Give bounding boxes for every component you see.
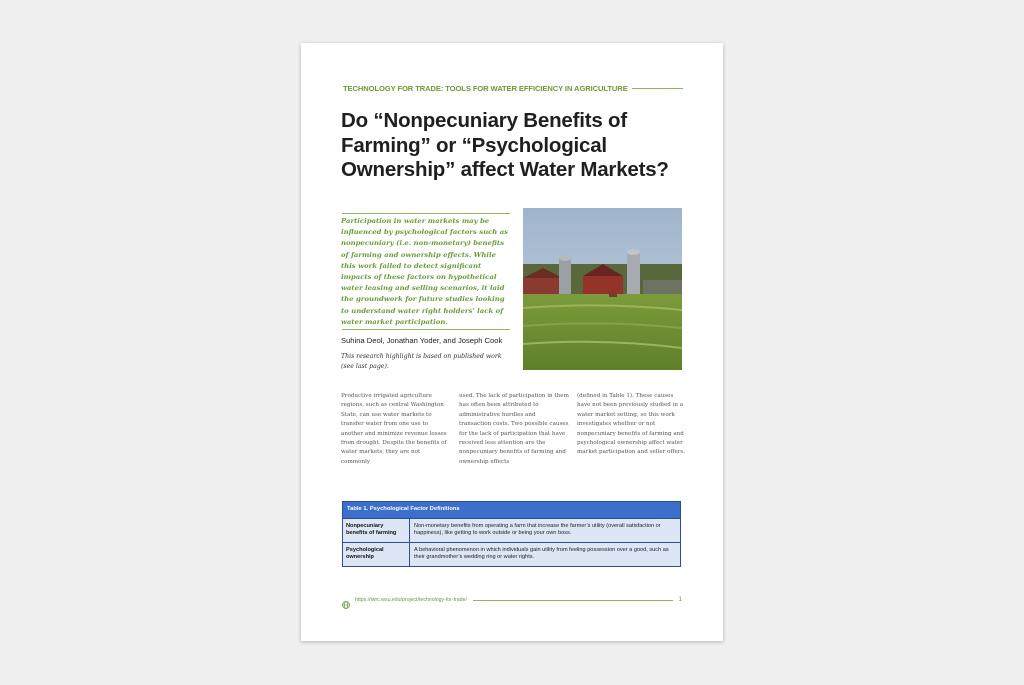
research-note: This research highlight is based on published work (see last page). bbox=[341, 353, 502, 370]
kicker-rule bbox=[632, 88, 683, 89]
summary-text: Participation in water markets may be influenced by psychological factors such as nonpecuniary (i.e. non-monetary) benefits of farming and ownership effects. While this work failed to detect significant impacts of these factors on hypothetical water leasing and selling scenarios, it laid the groundwork for future studies looking to understand water right holders’ lack of water market participation. bbox=[341, 217, 509, 326]
definitions-table bbox=[342, 501, 681, 567]
table-title: Table 1. Psychological Factor Definitions bbox=[343, 502, 680, 518]
footer-link[interactable]: https://iwrc.wsu.edu/project/technology-for-trade/ bbox=[355, 597, 467, 603]
table-definition: Non-monetary benefits from operating a farm that increase the farmer’s utility (overall satisfaction or happiness), like getting to work outside or being your own boss. bbox=[414, 523, 661, 537]
page-number: 1 bbox=[678, 597, 682, 603]
summary-top-rule bbox=[342, 213, 510, 214]
table-term: Nonpecuniary benefits of farming bbox=[343, 519, 410, 542]
table-definition: A behavioral phenomenon in which individuals gain utility from feeling possession over a good, such as their grandmother’s wedding ring or water rights. bbox=[414, 546, 669, 561]
farm-photo bbox=[523, 208, 682, 370]
summary-bottom-rule bbox=[342, 329, 510, 330]
globe-icon bbox=[342, 596, 350, 604]
table-row bbox=[343, 542, 680, 566]
page-footer bbox=[342, 596, 682, 604]
table-term: Psychological ownership bbox=[343, 543, 410, 566]
authors-line: Suhina Deol, Jonathan Yoder, and Joseph Cook bbox=[341, 336, 503, 345]
table-row bbox=[343, 518, 680, 542]
footer-rule bbox=[473, 600, 673, 601]
series-kicker: TECHNOLOGY FOR TRADE: TOOLS FOR WATER EFFICIENCY IN AGRICULTURE bbox=[343, 84, 628, 93]
body-column-2: used. The lack of participation in them has often been attributed to administrative hurdles and transaction costs. Two possible causes for the lack of participation that have received less attention are the nonpecuniary benefits of farming and ownership effects bbox=[459, 393, 569, 465]
body-column-1: Productive irrigated agriculture regions, such as central Washington State, can use water markets to transfer water from one use to another and minimize revenue losses from drought. Despite the benefits of water markets, they are not commonly bbox=[341, 393, 447, 465]
document-title: Do “Nonpecuniary Benefits of Farming” or “Psychological Ownership” affect Water Markets? bbox=[341, 109, 669, 182]
document-page bbox=[301, 43, 723, 641]
kicker-row bbox=[343, 84, 683, 93]
body-column-3: (defined in Table 1). These causes have not been previously studied in a water market setting, so this work investigates whether or not nonpecuniary benefits of farming and psychological ownership affect water market participation and seller offers. bbox=[577, 393, 686, 456]
